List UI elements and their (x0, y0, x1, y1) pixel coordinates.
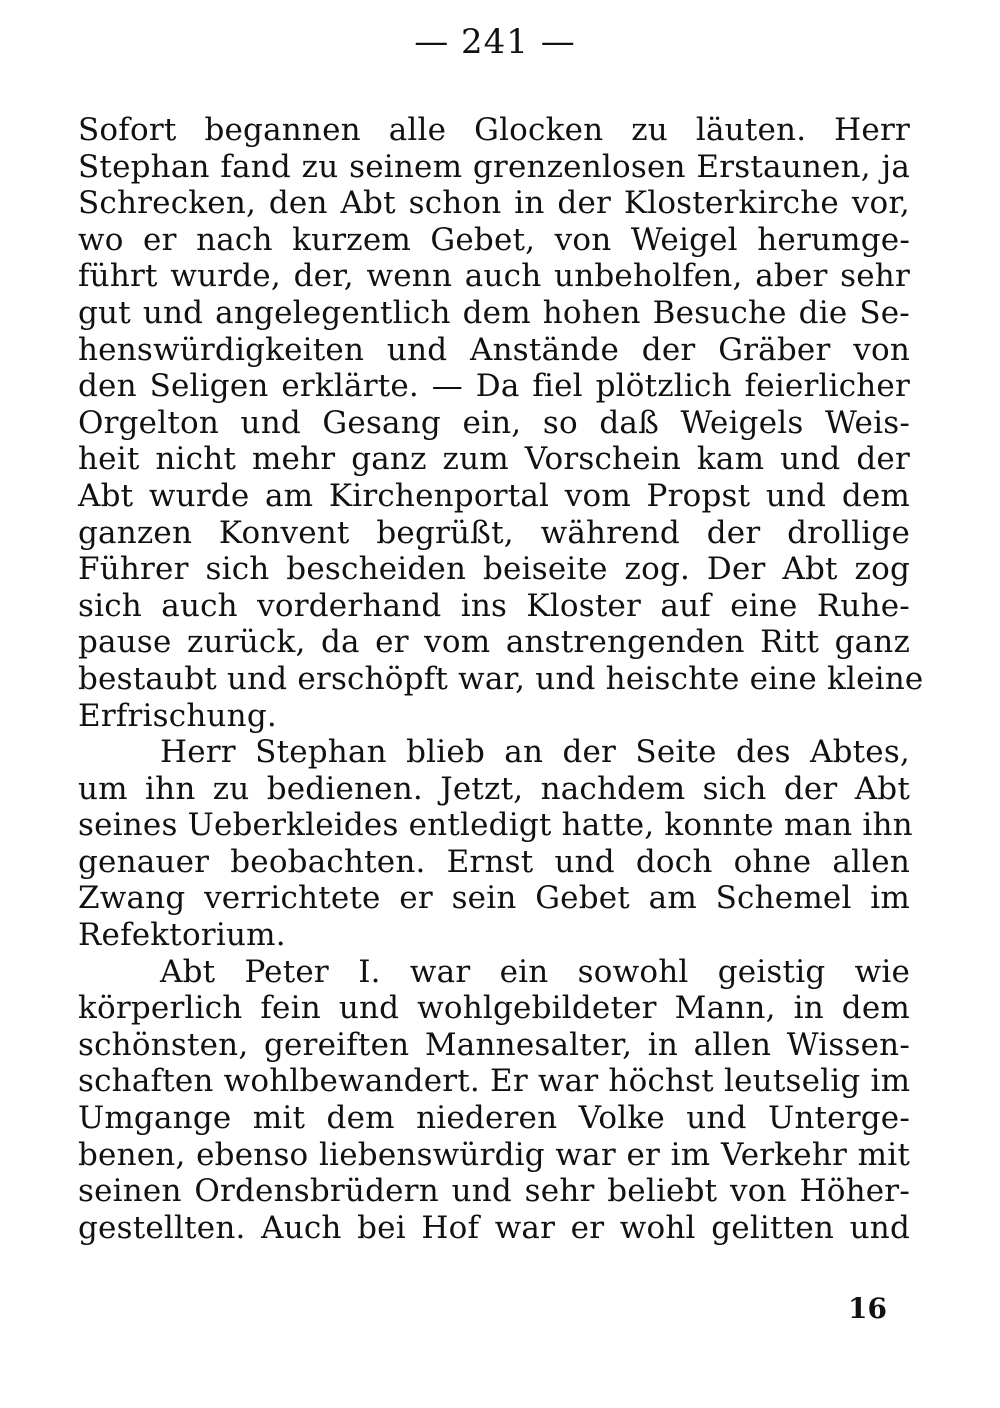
text-line: wo er nach kurzem Gebet, von Weigel herumge- (78, 221, 910, 258)
text-line: Führer sich bescheiden beiseite zog. Der Abt zog (78, 551, 910, 588)
text-line: henswürdigkeiten und Anstände der Gräber von (78, 331, 910, 368)
text-line: Umgange mit dem niederen Volke und Unterge- (78, 1100, 910, 1137)
paragraph-start-line: Abt Peter I. war ein sowohl geistig wie (160, 953, 910, 990)
text-line: um ihn zu bedienen. Jetzt, nachdem sich der Abt (78, 770, 910, 807)
text-line: seines Ueberkleides entledigt hatte, konnte man ihn (78, 807, 913, 844)
text-line: Sofort begannen alle Glocken zu läuten. Herr (78, 112, 910, 148)
text-line: Orgelton und Gesang ein, so daß Weigels Weis- (78, 404, 910, 441)
text-line: Schrecken, den Abt schon in der Klosterkirche vor, (78, 185, 910, 222)
text-line: Zwang verrichtete er sein Gebet am Schemel im (78, 880, 910, 917)
text-line: Abt wurde am Kirchenportal vom Propst und dem (78, 477, 910, 514)
text-line: seinen Ordensbrüdern und sehr beliebt von Höher- (78, 1173, 910, 1210)
printer-signature-mark: 16 (848, 1292, 887, 1325)
paragraph-end-line: Erfrischung. (78, 697, 277, 734)
text-line: den Seligen erklärte. — Da fiel plötzlich feierlicher (78, 368, 910, 405)
paragraph-start-line: Herr Stephan blieb an der Seite des Abtes, (160, 734, 910, 771)
text-line: ganzen Konvent begrüßt, während der drollige (78, 514, 910, 551)
text-line: schaften wohlbewandert. Er war höchst leutselig im (78, 1063, 911, 1100)
text-line: genauer beobachten. Ernst und doch ohne allen (78, 843, 910, 880)
text-line: gestellten. Auch bei Hof war er wohl gelitten und (78, 1209, 910, 1246)
text-line: körperlich fein und wohlgebildeter Mann, in dem (78, 990, 910, 1027)
page-number: — 241 — (414, 22, 576, 62)
text-line: gut und angelegentlich dem hohen Besuche die Se- (78, 294, 910, 331)
text-line: pause zurück, da er vom anstrengenden Ritt ganz (78, 624, 910, 661)
text-line: schönsten, gereiften Mannesalter, in allen Wissen- (78, 1026, 910, 1063)
text-line: heit nicht mehr ganz zum Vorschein kam und der (78, 441, 910, 478)
text-line: bestaubt und erschöpft war, und heischte eine kleine (78, 660, 924, 697)
paragraph-end-line: Refektorium. (78, 917, 286, 954)
text-line: benen, ebenso liebenswürdig war er im Verkehr mit (78, 1136, 910, 1173)
text-line: Stephan fand zu seinem grenzenlosen Erstaunen, ja (78, 148, 910, 185)
body-text (78, 112, 924, 1246)
text-line: führt wurde, der, wenn auch unbeholfen, aber sehr (78, 258, 910, 295)
text-line: sich auch vorderhand ins Kloster auf eine Ruhe- (78, 587, 910, 624)
